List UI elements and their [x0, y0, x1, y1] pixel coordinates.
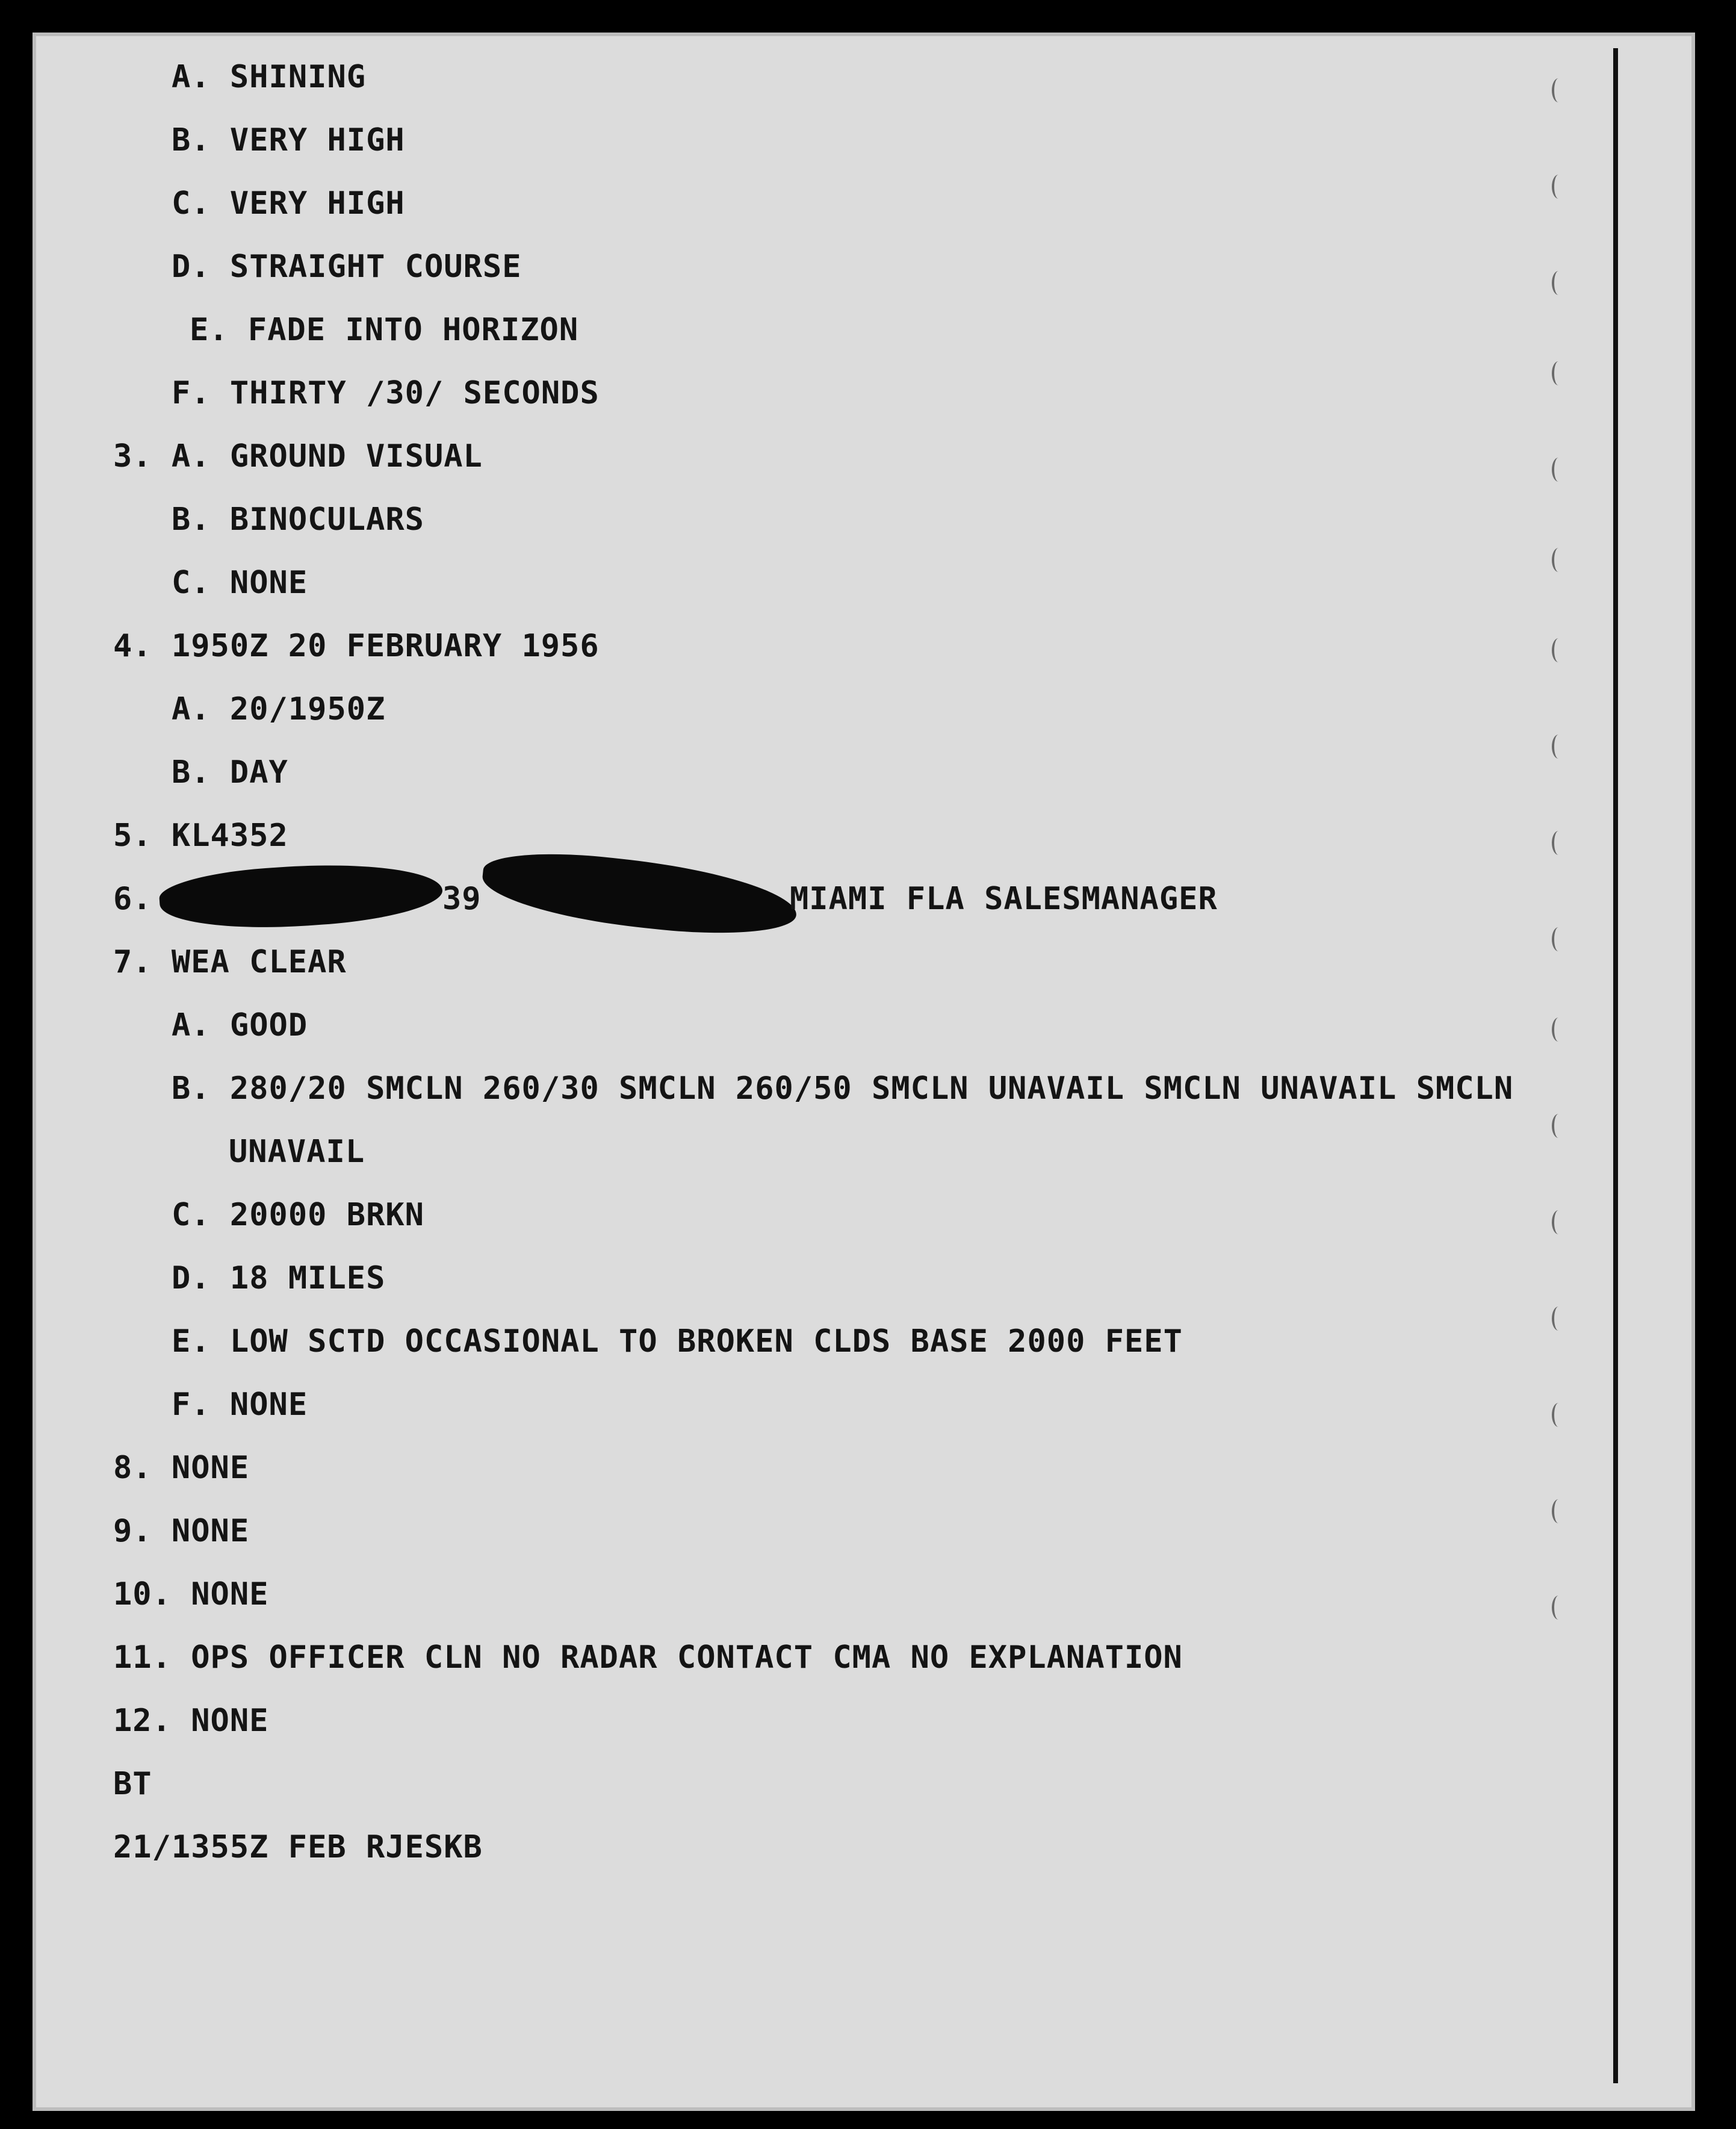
line-7-weather: 7. WEA CLEAR — [113, 944, 347, 980]
line-f-thirty: F. THIRTY /30/ SECONDS — [172, 375, 600, 411]
line-12-none: 12. NONE — [113, 1703, 269, 1739]
line-a-shining: A. SHINING — [172, 59, 367, 95]
binder-hole — [1552, 1403, 1565, 1427]
line-10-none: 10. NONE — [113, 1576, 269, 1612]
binder-hole — [1552, 548, 1565, 572]
line-b-very-high: B. VERY HIGH — [172, 122, 405, 158]
binder-hole — [1552, 1210, 1565, 1234]
binder-hole — [1552, 638, 1565, 662]
line-b-unavail: UNAVAIL — [229, 1134, 365, 1170]
line-4-date: 4. 1950Z 20 FEBRUARY 1956 — [113, 628, 600, 664]
binder-hole — [1552, 831, 1565, 855]
line-c-ceiling: C. 20000 BRKN — [172, 1197, 424, 1233]
line-e-clouds: E. LOW SCTD OCCASIONAL TO BROKEN CLDS BASE 2000 FEET — [172, 1323, 1183, 1360]
binder-hole — [1552, 458, 1565, 482]
line-6-age: 39 — [442, 881, 482, 917]
binder-hole — [1552, 361, 1565, 385]
binder-hole — [1552, 1114, 1565, 1138]
binder-hole — [1552, 78, 1565, 102]
binder-hole — [1552, 927, 1565, 951]
line-d-straight-course: D. STRAIGHT COURSE — [172, 249, 522, 285]
binder-hole — [1552, 1307, 1565, 1331]
line-f-none: F. NONE — [172, 1387, 308, 1423]
binder-hole — [1552, 1018, 1565, 1042]
binder-hole — [1552, 1596, 1565, 1620]
line-8-none: 8. NONE — [113, 1450, 250, 1486]
line-b-day: B. DAY — [172, 754, 288, 791]
line-dtg: 21/1355Z FEB RJESKB — [113, 1829, 483, 1865]
line-e-fade: E. FADE INTO HORIZON — [190, 312, 579, 348]
line-5-kl4352: 5. KL4352 — [113, 818, 288, 854]
line-a-time: A. 20/1950Z — [172, 691, 386, 727]
binder-hole — [1552, 735, 1565, 759]
binder-hole — [1552, 271, 1565, 295]
line-bt: BT — [113, 1766, 152, 1802]
line-d-visibility: D. 18 MILES — [172, 1260, 386, 1296]
line-9-none: 9. NONE — [113, 1513, 250, 1549]
binder-hole — [1552, 1499, 1565, 1523]
line-c-none: C. NONE — [172, 565, 308, 601]
line-b-binoculars: B. BINOCULARS — [172, 502, 424, 538]
line-3-ground-visual: 3. A. GROUND VISUAL — [113, 438, 483, 474]
line-b-winds: B. 280/20 SMCLN 260/30 SMCLN 260/50 SMCLN UNAVAIL SMCLN UNAVAIL SMCLN — [172, 1071, 1514, 1107]
line-6-location: MIAMI FLA SALESMANAGER — [790, 881, 1218, 917]
page-edge — [1613, 48, 1618, 2083]
line-11-ops-officer: 11. OPS OFFICER CLN NO RADAR CONTACT CMA NO EXPLANATION — [113, 1639, 1183, 1676]
binder-hole — [1552, 175, 1565, 199]
line-c-very-high: C. VERY HIGH — [172, 185, 405, 222]
line-a-good: A. GOOD — [172, 1007, 308, 1043]
line-6-number: 6. — [113, 881, 152, 917]
